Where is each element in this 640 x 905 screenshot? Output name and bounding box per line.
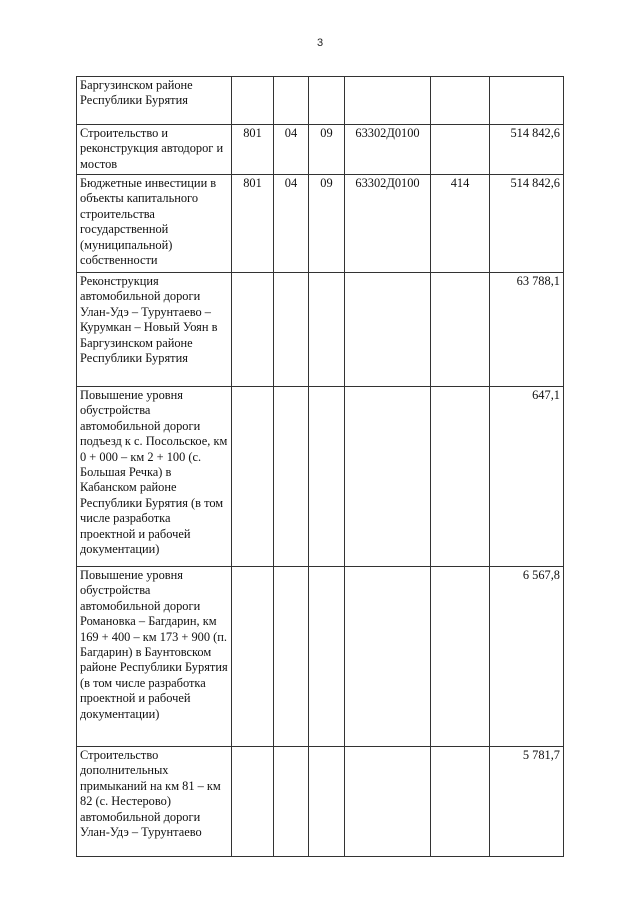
- table-row: [77, 747, 564, 857]
- row-csr: [345, 387, 431, 567]
- row-csr: [345, 567, 431, 747]
- table-row: [77, 125, 564, 175]
- row-vr: [431, 77, 490, 125]
- row-name: Баргузинском районе Республики Бурятия: [77, 77, 232, 125]
- row-vr: [431, 387, 490, 567]
- row-sum: 514 842,6: [490, 125, 564, 175]
- row-pr: [309, 387, 345, 567]
- row-name: Повышение уровня обустройства автомобильной дороги Романовка – Багдарин, км 169 + 400 – км 173 + 900 (п. Багдарин) в Баунтовском районе Республики Бурятия (в том числе разработка проектной и рабочей документации): [77, 567, 232, 747]
- page-number: 3: [316, 37, 324, 49]
- row-ved: [232, 77, 274, 125]
- row-vr: 414: [431, 175, 490, 273]
- row-csr: [345, 77, 431, 125]
- row-vr: [431, 567, 490, 747]
- table-row: [77, 273, 564, 387]
- row-csr: 63302Д0100: [345, 175, 431, 273]
- table-row: [77, 77, 564, 125]
- row-vr: [431, 125, 490, 175]
- row-rz: [274, 387, 309, 567]
- row-name: Повышение уровня обустройства автомобильной дороги подъезд к с. Посольское, км 0 + 000 – км 2 + 100 (с. Большая Речка) в Кабанском районе Республики Бурятия (в том числе разработка проектной и рабочей документации): [77, 387, 232, 567]
- row-sum: 514 842,6: [490, 175, 564, 273]
- row-csr: [345, 747, 431, 857]
- row-ved: [232, 567, 274, 747]
- row-ved: [232, 387, 274, 567]
- row-ved: [232, 747, 274, 857]
- row-sum: 63 788,1: [490, 273, 564, 387]
- table-row: [77, 175, 564, 273]
- row-csr: 63302Д0100: [345, 125, 431, 175]
- row-rz: [274, 273, 309, 387]
- row-rz: [274, 77, 309, 125]
- row-pr: [309, 567, 345, 747]
- row-name: Бюджетные инвестиции в объекты капитального строительства государственной (муниципальной) собственности: [77, 175, 232, 273]
- row-name: Реконструкция автомобильной дороги Улан-Удэ – Турунтаево – Курумкан – Новый Уоян в Баргузинском районе Республики Бурятия: [77, 273, 232, 387]
- table-row: [77, 387, 564, 567]
- row-ved: [232, 273, 274, 387]
- row-name: Строительство дополнительных примыканий на км 81 – км 82 (с. Нестерово) автомобильной дороги Улан-Удэ – Турунтаево: [77, 747, 232, 857]
- row-pr: 09: [309, 125, 345, 175]
- row-csr: [345, 273, 431, 387]
- row-ved: 801: [232, 125, 274, 175]
- row-name: Строительство и реконструкция автодорог и мостов: [77, 125, 232, 175]
- row-vr: [431, 273, 490, 387]
- table-row: [77, 567, 564, 747]
- row-ved: 801: [232, 175, 274, 273]
- budget-table: [76, 76, 564, 857]
- row-rz: 04: [274, 125, 309, 175]
- row-sum: 5 781,7: [490, 747, 564, 857]
- row-pr: 09: [309, 175, 345, 273]
- row-rz: [274, 747, 309, 857]
- row-rz: [274, 567, 309, 747]
- row-pr: [309, 273, 345, 387]
- row-rz: 04: [274, 175, 309, 273]
- row-vr: [431, 747, 490, 857]
- row-sum: 6 567,8: [490, 567, 564, 747]
- row-pr: [309, 77, 345, 125]
- row-sum: 647,1: [490, 387, 564, 567]
- row-pr: [309, 747, 345, 857]
- row-sum: [490, 77, 564, 125]
